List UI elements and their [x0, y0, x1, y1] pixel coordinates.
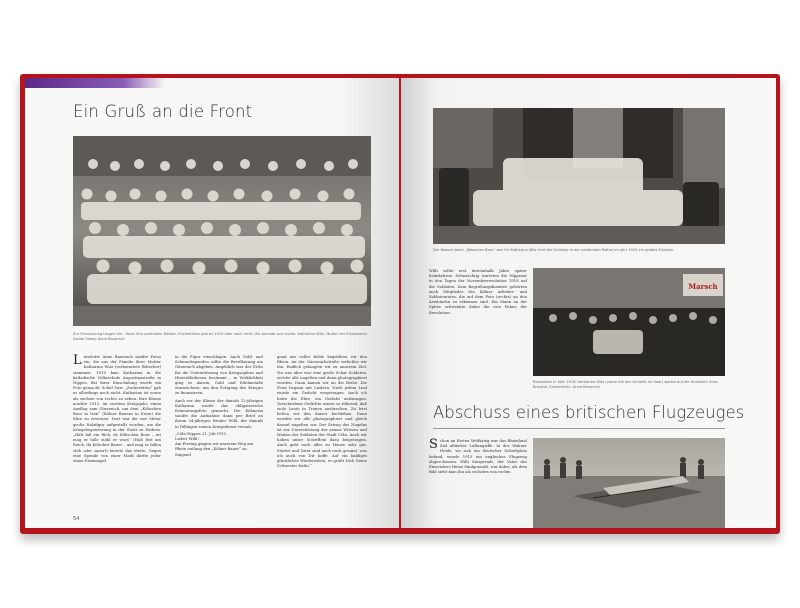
- column2-paragraph-1: in die Figur einschlagen. Auch Gold- und Schmuckspenden sollte die Bevölkerung am Gürzenich abgeben. Angeblich war der Erlös für die Unterstützung von Kriegsopfern und Hinterbliebenen bestimmt – in Wirklichkeit ging es darum, Gold und Edelmetalle einzusichern, um den Fortgang des Krieges zu finanzieren.: [175, 354, 263, 396]
- section-title: Abschuss eines britischen Flugzeuges: [433, 403, 745, 422]
- koebschen-boor-visit-photo: [433, 108, 725, 244]
- revolution-paragraph: [429, 268, 527, 315]
- airplane-paragraph: [429, 438, 527, 474]
- left-column-3: [277, 354, 367, 468]
- left-column-2: [175, 354, 263, 459]
- airplane-text: chon im Ersten Weltkrieg war das Rheinland Ziel alliierter Luftangriffe. In der Wahner Heide, wo sich ein deutscher Schießplatz befand, wurde 1915 ein englisches Flugzeug abgeschossen. Willi Sinzgeradt, der Vater des Einsenders Heinz Sindgenradt, war dabei, als dem Bild sieht man ihn als sechsten von rechts.: [429, 438, 527, 475]
- page-title: Ein Gruß an die Front: [73, 102, 253, 121]
- letter-opening: „Cöln-Nippes 21. Juli 1915 Lieber Willi! Am Freitag gingen wir unserem Weg am Rhein entlang den „Kölner Bauer“ zu. Singend: [175, 430, 254, 457]
- visit-photo-caption: Der Besuch beim „Köbschen Boor“ war für Katharina Witz (mit der Schleipe in der vordersten Reihe) im Jahr 1915 ein großes Erlebnis.: [433, 248, 675, 252]
- school-photo-caption: Zur Einschulung trugen die – fotos ihre schönsten Kleider. Zuckertüten gab es 1910 aber noch nicht. Als sechste von rechts: Katharina Witz, Mutter der Einsenderin (beide Fotos) Anne Bauersch: [73, 332, 368, 341]
- school-class-photo: [73, 136, 371, 326]
- marsch-banner: Marsch: [688, 282, 718, 291]
- chapter-tab: [25, 78, 165, 88]
- left-column-1: [73, 354, 161, 463]
- dropcap-s: S: [429, 437, 438, 452]
- revolution-photo-caption: Revolution in Köln 1918: Katharina Witz (vorne mit der Schleife im Haar) wartet auf die Heimkehr ihres Bruders. Einsenderin: Anne Bauersch: [533, 380, 718, 389]
- column1-text: ieselotte Anne Bauersch sandte Fotos ein, die aus der Familie ihrer Mutter Katharina Witz (verheiratete Bittscher) stammen. 1910 kam Katharina in die katholische Volksschule Augustinastraße in Nippes. Bei ihrer Einschulung wurde ein Foto gemacht. Schul- bzw. „Zuckertüten“ gab es allerdings noch nicht. Katharina ist vorne als sechste von rechts zu sehen. Ihre Klasse machte 1915, im zweiten Kriegsjahr, einen Ausflug zum Gürzenich, um dem „Köbschen Boor in Isen“ (Kölner Bauern in Eisen) die Ehre zu erweisen. Dort war die vier Meter große Holzfigur aufgestellt worden, um die Kriegsbegeisterung in der Stadt zu fördern. „Hält fall em Rich, do Köbschen Boor – nit mog er falle stöhl er woot“ (Halt fest am Reich, du Kölscher Bauer – und mag es fallen stöh oder sauert) lautete das Motto. Gegen eine Spende von einer Mark durfte jeder einen Eisennagel: [73, 354, 161, 464]
- right-page: [401, 78, 776, 528]
- section-rule: [433, 428, 725, 429]
- left-page: [25, 78, 399, 528]
- column2-paragraph-2: Auch vor der Klasse der damals 12-jährigen Katharina wurde das obligatorische Erinnerungsfoto gemacht. Die Köhnerin sandte die Aufnahme dann per Brief an ihrem 24-jährigen Bruder Willi, der damals in Dillingen seinen Kriegsdienst versah:: [175, 397, 263, 429]
- column3-text: gend aus voller Kehle begrüßten wir den Rhein. An der Gürzenichstraße verließen wir ihn. Endlich gelangten wir zu unserem Ziel. Vor uns aber war eine große Schar Soldaten, welche alle nagelten und dann photographiert wurden. Dann kamen wir an die Reihe. Die Feier begann mit Liedern. Nach jedem Lied wurde ein Gedicht vorgetragen. Auch ich hatte die Ehre, ein Gedicht aufzusagen. Verschiedene Gedichte waren so rührend, daß viele Leute in Tränen ausbrachen. Zu letzt ließen wir den Kaiser hochleben. Dann wurden wir alle photographiert und gleich darauf nagelten wir. Der Ertrag des Nagelns ist zur Unterstützung der armen Witwen und Waisen der Soldaten der Stadt Cöln. Auch wir haben unser Scherflein dazu beigetragen. Auch geht noch alles zu Hause sehr gut. Mutter und Vater sind auch noch gesund, was ich auch von Dir hoffe. Auf ein baldiges glückliches Wiedersehen, es grüßt Dich Deine Schwester Kathi.“: [277, 354, 367, 469]
- dropcap-l: L: [73, 353, 82, 368]
- revolution-1918-photo: [533, 268, 725, 376]
- crashed-airplane-photo: [533, 438, 725, 528]
- revolution-text: Willi sollte erst dreieinhalb Jahre später heimkehren. Sehnsüchtig warteten die Nippeser in den Tagen der Novemberrevolution 1918 auf die Soldaten. Zum Begrüßungskomitee gehörten auch Mitglieder des Kölner Arbeiter- und Soldatenrates, die auf dem Foto (rechts) an den Armbinden zu erkennen sind. Ein Mann an der Spitze schwenkte dabei die rote Fahne der Revolution.: [429, 268, 527, 315]
- page-number: 54: [73, 516, 80, 522]
